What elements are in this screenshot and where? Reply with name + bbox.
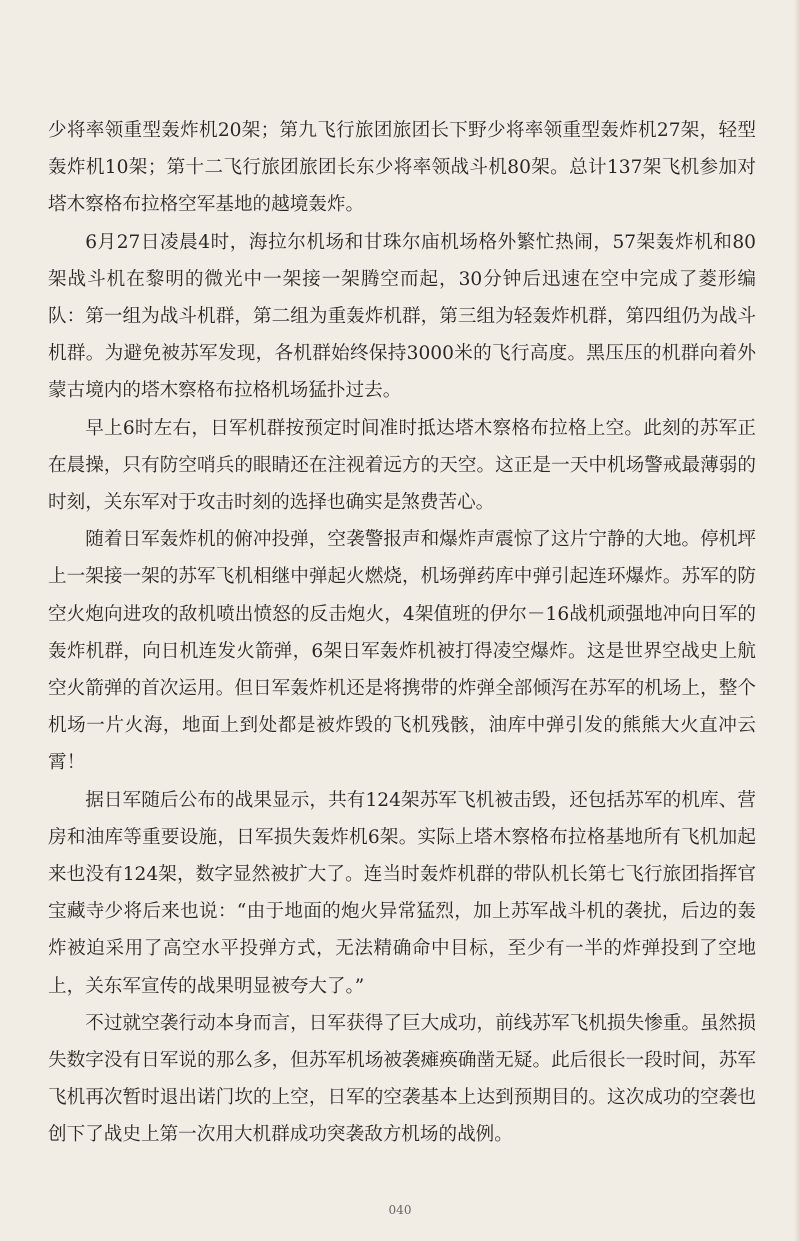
body-text	[48, 112, 756, 1154]
paragraph: 早上6时左右，日军机群按预定时间准时抵达塔木察格布拉格上空。此刻的苏军正在晨操，只有防空哨兵的眼睛还在注视着远方的天空。这正是一天中机场警戒最薄弱的时刻，关东军对于攻击时刻的选择也确实是煞费苦心。	[48, 417, 756, 514]
paragraph: 少将率领重型轰炸机20架；第九飞行旅团旅团长下野少将率领重型轰炸机27架，轻型轰炸机10架；第十二飞行旅团旅团长东少将率领战斗机80架。总计137架飞机参加对塔木察格布拉格空军基地的越境轰炸。	[48, 120, 756, 216]
paragraph: 随着日军轰炸机的俯冲投弹，空袭警报声和爆炸声震惊了这片宁静的大地。停机坪上一架接一架的苏军飞机相继中弹起火燃烧，机场弹药库中弹引起连环爆炸。苏军的防空火炮向进攻的敌机喷出愤怒的反击炮火，4架值班的伊尔－16战机顽强地冲向日军的轰炸机群，向日机连发火箭弹，6架日军轰炸机被打得凌空爆炸。这是世界空战史上航空火箭弹的首次运用。但日军轰炸机还是将携带的炸弹全部倾泻在苏军的机场上，整个机场一片火海，地面上到处都是被炸毁的飞机残骸，油库中弹引发的熊熊大火直冲云霄！	[48, 529, 756, 774]
paragraph: 6月27日凌晨4时，海拉尔机场和甘珠尔庙机场格外繁忙热闹，57架轰炸机和80架战斗机在黎明的微光中一架接一架腾空而起，30分钟后迅速在空中完成了菱形编队：第一组为战斗机群，第二组为重轰炸机群，第三组为轻轰炸机群，第四组仍为战斗机群。为避免被苏军发现，各机群始终保持3000米的飞行高度。黑压压的机群向着外蒙古境内的塔木察格布拉格机场猛扑过去。	[48, 231, 756, 402]
paragraph: 不过就空袭行动本身而言，日军获得了巨大成功，前线苏军飞机损失惨重。虽然损失数字没有日军说的那么多，但苏军机场被袭瘫痪确凿无疑。此后很长一段时间，苏军飞机再次暂时退出诺门坎的上空，日军的空袭基本上达到预期目的。这次成功的空袭也创下了战史上第一次用大机群成功突袭敌方机场的战例。	[48, 1012, 756, 1146]
page-number: 040	[388, 1203, 412, 1217]
page-edge-shadow	[794, 0, 800, 1241]
paragraph: 据日军随后公布的战果显示，共有124架苏军飞机被击毁，还包括苏军的机库、营房和油库等重要设施，日军损失轰炸机6架。实际上塔木察格布拉格基地所有飞机加起来也没有124架，数字显然被扩大了。连当时轰炸机群的带队机长第七飞行旅团指挥官宝藏寺少将后来也说：“由于地面的炮火异常猛烈，加上苏军战斗机的袭扰，后边的轰炸被迫采用了高空水平投弹方式，无法精确命中目标，至少有一半的炸弹投到了空地上，关东军宣传的战果明显被夸大了。”	[48, 789, 756, 997]
